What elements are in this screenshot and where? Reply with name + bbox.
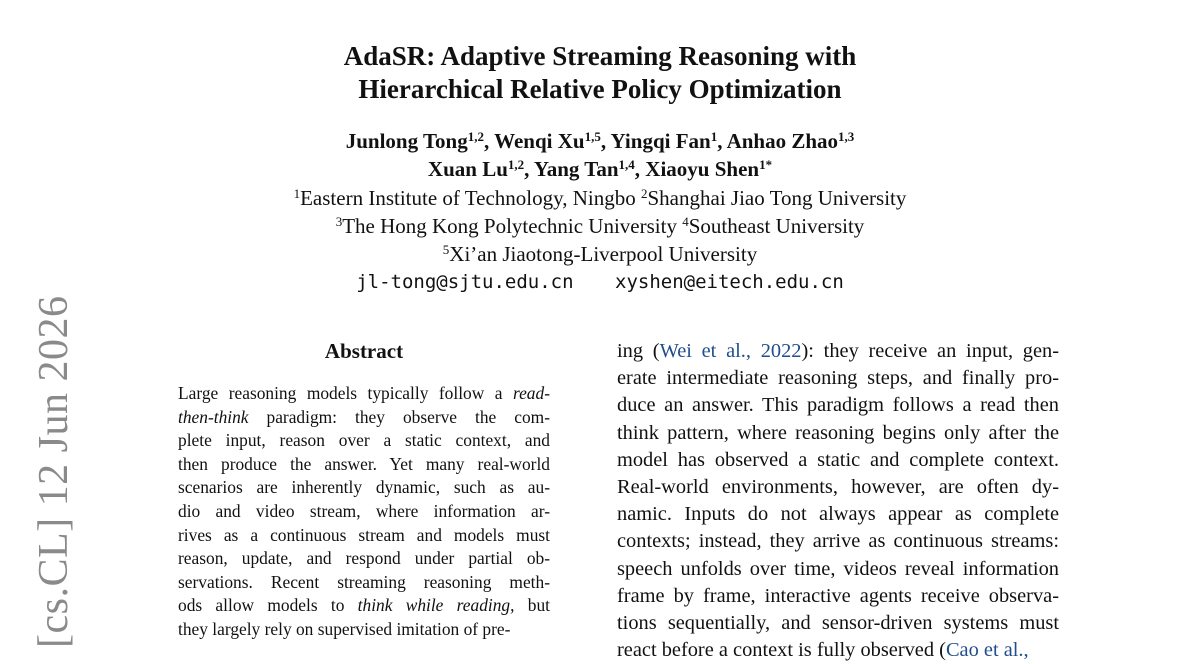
abstract-line <box>178 500 550 524</box>
text-run: Large reasoning models typically follow a <box>178 383 513 403</box>
author-affiliation-mark: 1* <box>759 157 773 172</box>
abstract-line <box>178 524 550 548</box>
author-name: Yingqi Fan <box>610 129 711 153</box>
email-address[interactable]: xyshen@eitech.edu.cn <box>615 271 844 293</box>
body-line <box>617 528 1059 555</box>
author-affiliation-mark: 1,4 <box>618 157 635 172</box>
text-run: erate intermediate reasoning steps, and finally pro- <box>617 367 1059 390</box>
abstract-line <box>178 476 550 500</box>
emphasis-text: then-think <box>178 406 249 427</box>
text-run: think pattern, where reasoning begins only after the <box>617 421 1059 444</box>
affiliation-mark: 5 <box>442 242 450 257</box>
affiliation-line-1 <box>150 184 1050 212</box>
text-run: model has observed a static and complete context. <box>617 448 1059 471</box>
text-run: rives as a continuous stream and models must <box>178 524 550 545</box>
abstract-line <box>178 594 550 618</box>
text-run: speech unfolds over time, videos reveal information <box>617 557 1059 580</box>
author-row-1: Junlong Tong$^{1,2}$, Wenqi Xu$^{1,5}$, Yingqi Fan$^1$, Anhao Zhao$^{1,3}$ <box>345 129 855 153</box>
body-line <box>617 338 1059 365</box>
affiliation-name: Xi’an Jiaotong-Liverpool University <box>449 242 758 266</box>
affiliation-mark: 1 <box>293 186 301 201</box>
author-name: Anhao Zhao <box>726 129 839 153</box>
text-run: ): they receive an input, gen- <box>801 340 1059 362</box>
author-affiliation-mark: 1,2 <box>467 129 484 144</box>
abstract-body <box>178 382 550 642</box>
citation-link[interactable]: Wei et al., 2022 <box>659 340 802 362</box>
text-run: duce an answer. This paradigm follows a read then <box>617 394 1059 417</box>
text-run: ing ( <box>617 340 660 362</box>
author-affiliation-mark: 1,2 <box>507 157 525 172</box>
abstract-line <box>178 453 550 477</box>
citation-link[interactable]: Cao et al., <box>945 639 1029 662</box>
text-run: ods allow models to <box>178 595 358 616</box>
author-row-2: Xuan Lu$^{1,2}$, Yang Tan$^{1,4}$, Xiaoyu Shen$^{1*}$ <box>427 157 773 181</box>
body-line <box>617 447 1059 474</box>
abstract-line <box>178 429 550 453</box>
author-affiliation-mark: 1,3 <box>838 129 855 144</box>
body-line <box>617 583 1059 610</box>
text-run: contexts; instead, they arrive as continuous streams: <box>617 530 1059 553</box>
author-name: Xiaoyu Shen <box>645 157 760 181</box>
affiliation-line-2 <box>150 212 1050 240</box>
text-run: namic. Inputs do not always appear as complete <box>617 503 1059 526</box>
affiliation-name: The Hong Kong Polytechnic University <box>342 214 683 238</box>
body-line <box>617 474 1059 501</box>
text-run: scenarios are inherently dynamic, such as au- <box>178 477 550 498</box>
title-line-1: AdaSR: Adaptive Streaming Reasoning with <box>343 41 857 71</box>
text-run: plete input, reason over a static context, and <box>178 430 550 451</box>
body-line <box>617 420 1059 447</box>
abstract-heading: Abstract <box>324 339 404 363</box>
affiliation-mark: 2 <box>641 186 648 201</box>
text-run: tions sequentially, and sensor-driven systems must <box>617 612 1059 635</box>
emphasis-text: read- <box>512 383 550 403</box>
author-affiliation-mark: 1 <box>710 129 718 144</box>
affiliation-line-3 <box>150 240 1050 268</box>
abstract-line <box>178 571 550 595</box>
text-run: servations. Recent streaming reasoning meth- <box>178 571 550 592</box>
text-run: react before a context is fully observed ( <box>617 639 946 662</box>
body-line <box>617 637 1059 664</box>
arxiv-side-stamp: [cs.CL] 12 Jun 2026 <box>31 295 77 648</box>
author-name: Xuan Lu <box>427 157 508 181</box>
author-emails <box>150 270 1050 294</box>
abstract-line <box>178 618 550 642</box>
affiliation-name: Eastern Institute of Technology, Ningbo <box>300 186 641 210</box>
title-line-2: Hierarchical Relative Policy Optimization <box>358 74 842 104</box>
author-name: Junlong Tong <box>345 129 468 153</box>
affiliation-mark: 3 <box>335 214 343 229</box>
body-line <box>617 365 1059 392</box>
text-run: frame by frame, interactive agents receive observa- <box>617 584 1059 607</box>
author-affiliation-mark: 1,5 <box>584 129 601 144</box>
abstract-line <box>178 406 550 430</box>
abstract-line <box>178 382 550 406</box>
body-line <box>617 556 1059 583</box>
affiliations <box>150 184 1050 268</box>
text-run: then produce the answer. Yet many real-world <box>178 453 550 474</box>
body-line <box>617 610 1059 637</box>
body-text-right-column <box>617 338 1059 664</box>
text-run: paradigm: they observe the com- <box>248 406 550 427</box>
affiliation-name: Shanghai Jiao Tong University <box>647 186 907 210</box>
affiliation-name: Southeast University <box>688 214 865 238</box>
email-address[interactable]: jl-tong@sjtu.edu.cn <box>356 271 574 293</box>
abstract-line <box>178 547 550 571</box>
author-list <box>150 127 1050 183</box>
body-line <box>617 501 1059 528</box>
paper-title <box>250 40 950 106</box>
affiliation-mark: 4 <box>682 214 689 229</box>
text-run: they largely rely on supervised imitation of pre- <box>178 618 511 639</box>
body-line <box>617 392 1059 419</box>
text-run: dio and video stream, where information ar- <box>178 500 550 521</box>
author-name: Yang Tan <box>533 157 619 181</box>
text-run: Real-world environments, however, are often dy- <box>617 476 1059 499</box>
text-run: , but <box>510 595 550 616</box>
author-name: Wenqi Xu <box>494 129 585 153</box>
text-run: reason, update, and respond under partial ob- <box>178 548 550 569</box>
emphasis-text: think while reading <box>357 595 511 616</box>
